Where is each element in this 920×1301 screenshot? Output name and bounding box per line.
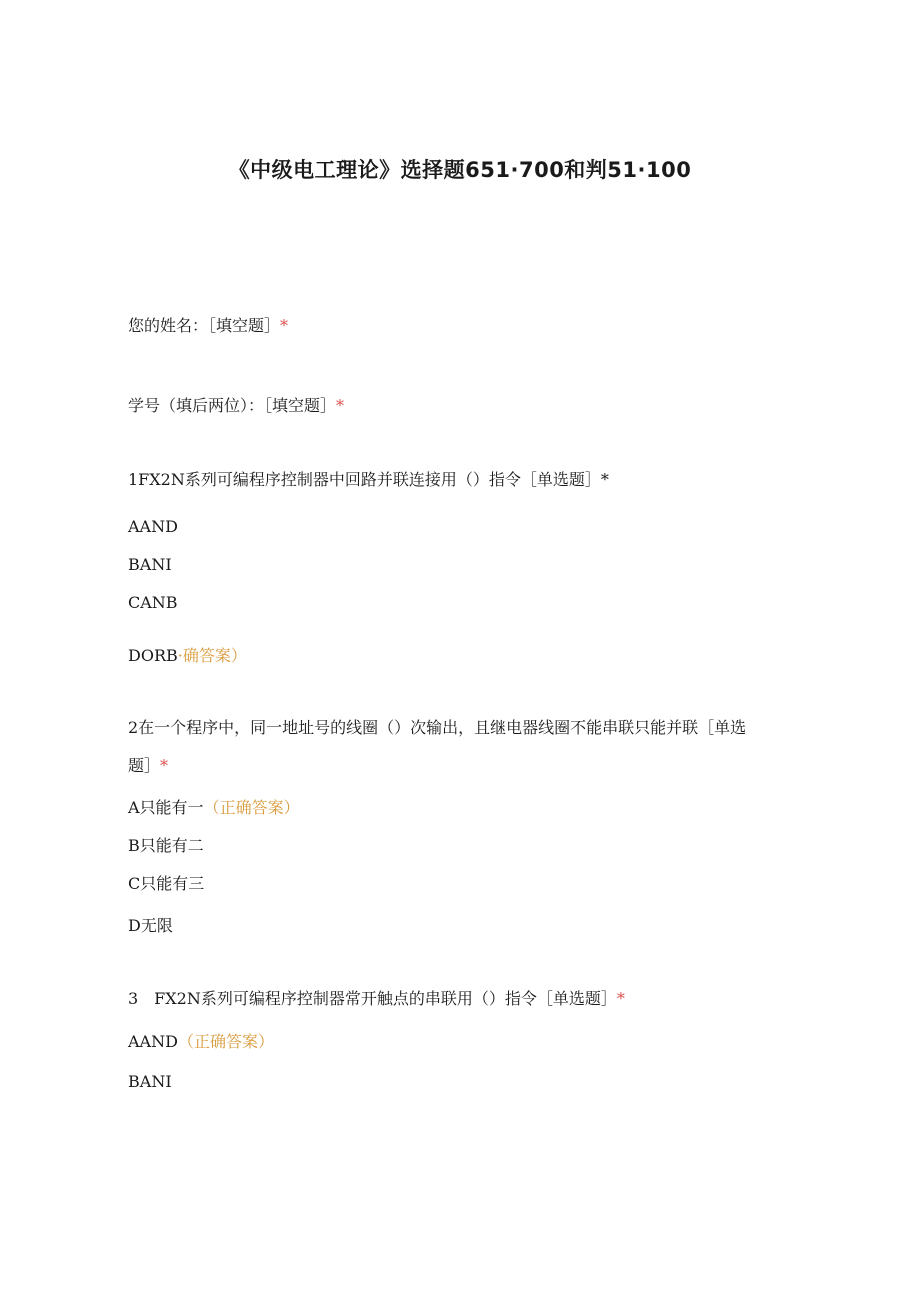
question-2-text: 2在一个程序中，同一地址号的线圈（）次输出，且继电器线圈不能串联只能并联［单选: [128, 718, 747, 737]
option-text: AAND: [128, 1032, 178, 1051]
question-2-option-b: [128, 836, 204, 856]
question-1-option-a: [128, 517, 178, 537]
question-1-option-b: [128, 555, 172, 575]
option-text: B只能有二: [128, 836, 204, 855]
required-star: *: [600, 470, 609, 489]
document-title: 《中级电工理论》选择题651·700和判51·100: [228, 158, 692, 182]
option-text: CANB: [128, 593, 178, 612]
question-2-stem-line-1: [128, 718, 746, 738]
question-3-text: 3 FX2N系列可编程序控制器常开触点的串联用（）指令［单选题］: [128, 989, 617, 1008]
correct-answer-note: （正确答案）: [177, 1032, 274, 1051]
option-text: A只能有一: [128, 798, 204, 817]
question-3-option-a: [128, 1032, 274, 1052]
required-star: *: [616, 989, 625, 1008]
correct-answer-note: （正确答案）: [203, 798, 300, 817]
option-text: D无限: [128, 916, 173, 935]
option-text: BANI: [128, 1072, 172, 1091]
question-2-stem-line-2: [128, 756, 168, 776]
question-2-option-a: [128, 798, 300, 818]
required-star: *: [160, 756, 169, 775]
required-star: *: [336, 396, 345, 415]
question-2-option-c: [128, 874, 204, 894]
name-field-label: [128, 316, 288, 336]
student-id-field-text: 学号（填后两位）：［填空题］: [128, 396, 337, 415]
required-star: *: [280, 316, 289, 335]
option-text: AAND: [128, 517, 178, 536]
question-2-option-d: [128, 916, 173, 936]
correct-answer-note: ·确答案）: [177, 646, 247, 665]
option-text: DORB: [128, 646, 178, 665]
question-1-text: 1FX2N系列可编程序控制器中回路并联连接用（）指令［单选题］: [128, 470, 601, 489]
option-text: BANI: [128, 555, 172, 574]
question-1-option-c: [128, 593, 178, 613]
option-text: C只能有三: [128, 874, 205, 893]
name-field-text: 您的姓名：［填空题］: [128, 316, 281, 335]
question-3-option-b: [128, 1072, 172, 1092]
student-id-field-label: [128, 396, 344, 416]
question-2-text-continued: 题］: [128, 756, 161, 775]
question-3-stem: [128, 989, 625, 1009]
question-1-stem: [128, 470, 609, 490]
question-1-option-d: [128, 646, 247, 666]
